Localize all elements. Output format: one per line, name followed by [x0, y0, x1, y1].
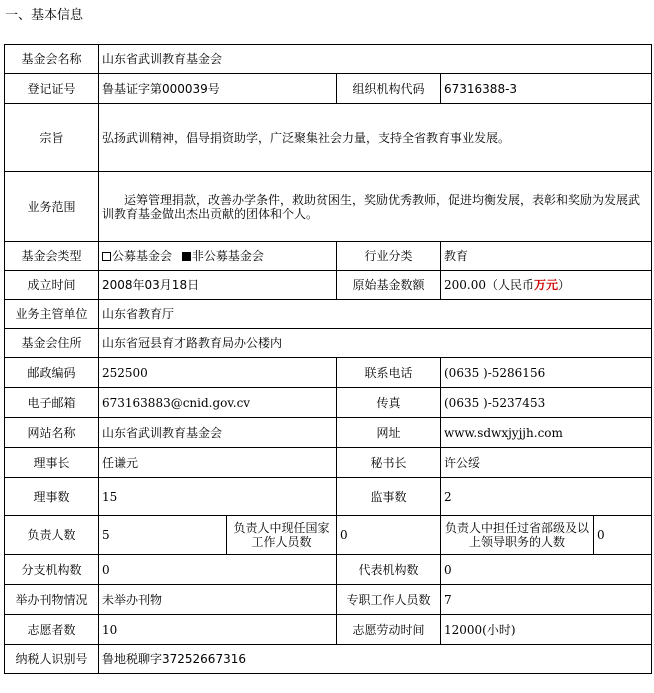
branches-label: 分支机构数: [5, 555, 99, 585]
principals-state-value: 0: [337, 516, 441, 555]
table-row: [5, 45, 652, 74]
secretary-value: 许公绥: [441, 448, 652, 478]
table-row: [5, 585, 652, 615]
table-row: [5, 615, 652, 645]
table-row: [5, 329, 652, 358]
checkbox-unchecked-icon: [102, 252, 111, 261]
purpose-label: 宗旨: [5, 104, 99, 172]
reg-no-label: 登记证号: [5, 74, 99, 104]
rep-offices-label: 代表机构数: [337, 555, 441, 585]
secretary-label: 秘书长: [337, 448, 441, 478]
name-label: 基金会名称: [5, 45, 99, 74]
address-value: 山东省冠县育才路教育局办公楼内: [99, 329, 652, 358]
fund-type-label: 基金会类型: [5, 242, 99, 271]
reg-no-value: 鲁基证字第000039号: [99, 74, 337, 104]
directors-label: 理事数: [5, 478, 99, 516]
section-title: 一、基本信息: [5, 8, 84, 23]
table-row: [5, 242, 652, 271]
phone-value: (0635 )-5286156: [441, 358, 652, 388]
table-row: [5, 388, 652, 418]
site-name-value: 山东省武训教育基金会: [99, 418, 337, 448]
table-row: [5, 555, 652, 585]
table-row: [5, 418, 652, 448]
fax-value: (0635 )-5237453: [441, 388, 652, 418]
original-fund-label: 原始基金数额: [337, 271, 441, 300]
table-row: [5, 448, 652, 478]
site-url-label: 网址: [337, 418, 441, 448]
fund-type-public: 公募基金会: [112, 249, 173, 263]
staff-value: 7: [441, 585, 652, 615]
principals-senior-value: 0: [594, 516, 652, 555]
original-fund-close: ）: [558, 278, 571, 292]
branches-value: 0: [99, 555, 337, 585]
principals-senior-label: 负责人中担任过省部级及以上领导职务的人数: [441, 516, 594, 555]
table-row: [5, 172, 652, 242]
checkbox-checked-icon: [182, 252, 191, 261]
table-row: [5, 300, 652, 329]
directors-value: 15: [99, 478, 337, 516]
founded-label: 成立时间: [5, 271, 99, 300]
table-row: [5, 271, 652, 300]
table-row: [5, 516, 652, 555]
name-value: 山东省武训教育基金会: [99, 45, 652, 74]
principals-label: 负责人数: [5, 516, 99, 555]
publications-value: 未举办刊物: [99, 585, 337, 615]
table-row: [5, 104, 652, 172]
table-row: [5, 645, 652, 674]
volunteers-label: 志愿者数: [5, 615, 99, 645]
industry-value: 教育: [441, 242, 652, 271]
volunteers-value: 10: [99, 615, 337, 645]
original-fund-unit: 万元: [534, 278, 559, 292]
supervisors-value: 2: [441, 478, 652, 516]
chairman-label: 理事长: [5, 448, 99, 478]
staff-label: 专职工作人员数: [337, 585, 441, 615]
site-url-value: www.sdwxjyjjh.com: [441, 418, 652, 448]
taxpayer-id-label: 纳税人识别号: [5, 645, 99, 674]
principals-state-label: 负责人中现任国家工作人员数: [227, 516, 337, 555]
volunteer-hours-value: 12000(小时): [441, 615, 652, 645]
postcode-label: 邮政编码: [5, 358, 99, 388]
email-value: 673163883@cnid.gov.cv: [99, 388, 337, 418]
publications-label: 举办刊物情况: [5, 585, 99, 615]
volunteer-hours-label: 志愿劳动时间: [337, 615, 441, 645]
fax-label: 传真: [337, 388, 441, 418]
org-code-value: 67316388-3: [441, 74, 652, 104]
original-fund-amount: 200.00（人民币: [444, 278, 534, 292]
fund-type-nonpublic: 非公募基金会: [191, 249, 264, 263]
taxpayer-id-value: 鲁地税聊字37252667316: [99, 645, 652, 674]
founded-value: 2008年03月18日: [99, 271, 337, 300]
chairman-value: 任谦元: [99, 448, 337, 478]
supervisor-value: 山东省教育厅: [99, 300, 652, 329]
rep-offices-value: 0: [441, 555, 652, 585]
table-row: [5, 358, 652, 388]
table-row: [5, 74, 652, 104]
site-name-label: 网站名称: [5, 418, 99, 448]
principals-value: 5: [99, 516, 227, 555]
scope-label: 业务范围: [5, 172, 99, 242]
industry-label: 行业分类: [337, 242, 441, 271]
purpose-value: 弘扬武训精神，倡导捐资助学，广泛聚集社会力量，支持全省教育事业发展。: [99, 104, 652, 172]
original-fund-value: [441, 271, 652, 300]
supervisor-label: 业务主管单位: [5, 300, 99, 329]
email-label: 电子邮箱: [5, 388, 99, 418]
fund-type-value: [99, 242, 337, 271]
scope-value: 运筹管理捐款，改善办学条件，救助贫困生，奖励优秀教师，促进均衡发展，表彰和奖励为发展武训教育基金做出杰出贡献的团体和个人。: [99, 172, 652, 242]
phone-label: 联系电话: [337, 358, 441, 388]
org-code-label: 组织机构代码: [337, 74, 441, 104]
postcode-value: 252500: [99, 358, 337, 388]
table-row: [5, 478, 652, 516]
basic-info-table: [4, 44, 652, 674]
supervisors-label: 监事数: [337, 478, 441, 516]
address-label: 基金会住所: [5, 329, 99, 358]
